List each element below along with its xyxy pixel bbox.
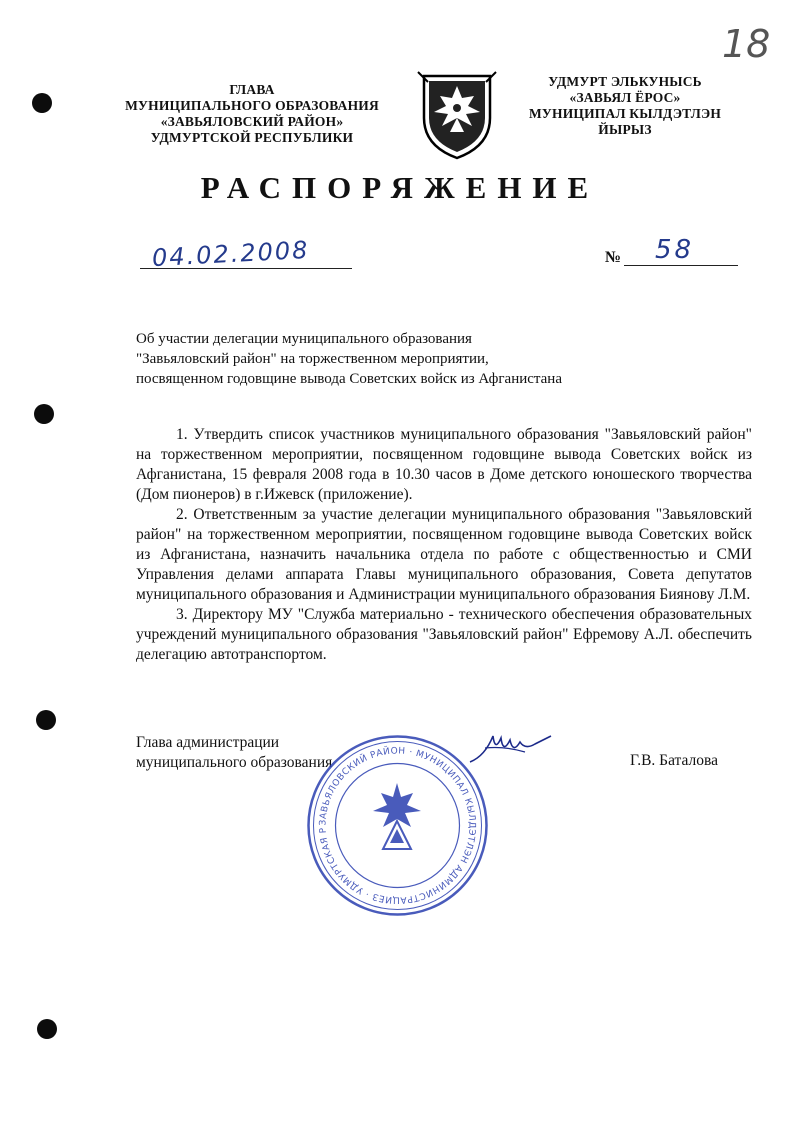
stamp-ring-text: ЗАВЬЯЛОВСКИЙ РАЙОН · МУНИЦИПАЛ КЫЛДЭТЛЭН АДМИНИСТРАЦИЕЗ · УДМУРТСКАЯ Р [318, 746, 477, 905]
official-stamp [305, 733, 490, 923]
punch-hole [34, 404, 54, 424]
body-paragraph: 1. Утвердить список участников муниципального образования "Завьяловский район" на торжественном мероприятии, посвященном годовщине вывода Советских войск из Афганистана, 15 февраля 2008 года в 10.30 часов в Доме детского юношеского творчества (Дом пионеров) в г.Ижевск (приложение). [136, 426, 752, 503]
document-date: 04.02.2008 [151, 235, 311, 273]
subject-line: Об участии делегации муниципального образования [136, 331, 472, 347]
signature-position-line: Глава администрации [136, 734, 280, 751]
punch-hole [37, 1019, 57, 1039]
punch-hole [36, 710, 56, 730]
header-right-line: МУНИЦИПАЛ КЫЛДЭТЛЭН [528, 106, 722, 121]
header-right-line: «ЗАВЬЯЛ ЁРОС» [569, 90, 681, 105]
header-right-line: УДМУРТ ЭЛЬКУНЫСЬ [548, 74, 702, 89]
stamp-emblem [373, 783, 421, 849]
header-left-line: ГЛАВА [229, 82, 275, 97]
document-title: РАСПОРЯЖЕНИЕ [200, 170, 600, 205]
header-right-line: ЙЫРЫЗ [598, 122, 652, 137]
body-paragraph: 3. Директору МУ "Служба материально - технического обеспечения образовательных учреждений муниципального образования "Завьяловский район" Ефремову А.Л. обеспечить делегацию автотранспортом. [136, 606, 752, 663]
subject-line: "Завьяловский район" на торжественном мероприятии, [136, 351, 489, 367]
number-label: № [605, 249, 622, 266]
header-right [520, 74, 730, 138]
header-left-line: МУНИЦИПАЛЬНОГО ОБРАЗОВАНИЯ [125, 98, 379, 113]
coat-of-arms-emblem [416, 68, 498, 165]
signature-position-line: муниципального образования [136, 754, 333, 771]
header-left-line: «ЗАВЬЯЛОВСКИЙ РАЙОН» [160, 114, 344, 129]
subject-line: посвященном годовщине вывода Советских войск из Афганистана [136, 371, 562, 387]
document-subject [136, 329, 562, 389]
number-underline [624, 265, 738, 266]
document-number: 58 [655, 235, 695, 265]
signature-position [136, 733, 332, 773]
header-left [112, 82, 392, 146]
punch-hole [32, 93, 52, 113]
signatory-name: Г.В. Баталова [630, 752, 719, 769]
page-number: 18 [722, 22, 771, 66]
body-paragraph: 2. Ответственным за участие делегации муниципального образования "Завьяловский район" на торжественном мероприятии, посвященном годовщине вывода Советских войск из Афганистана, назначить начальника отдела по работе с общественностью и СМИ Управления делами аппарата Главы муниципального образования, Совета депутатов муниципального образования и Администрации муниципального образования Биянову Л.М. [136, 506, 752, 603]
header-left-line: УДМУРТСКОЙ РЕСПУБЛИКИ [150, 130, 354, 145]
date-underline [140, 268, 352, 269]
document-body [136, 425, 752, 665]
